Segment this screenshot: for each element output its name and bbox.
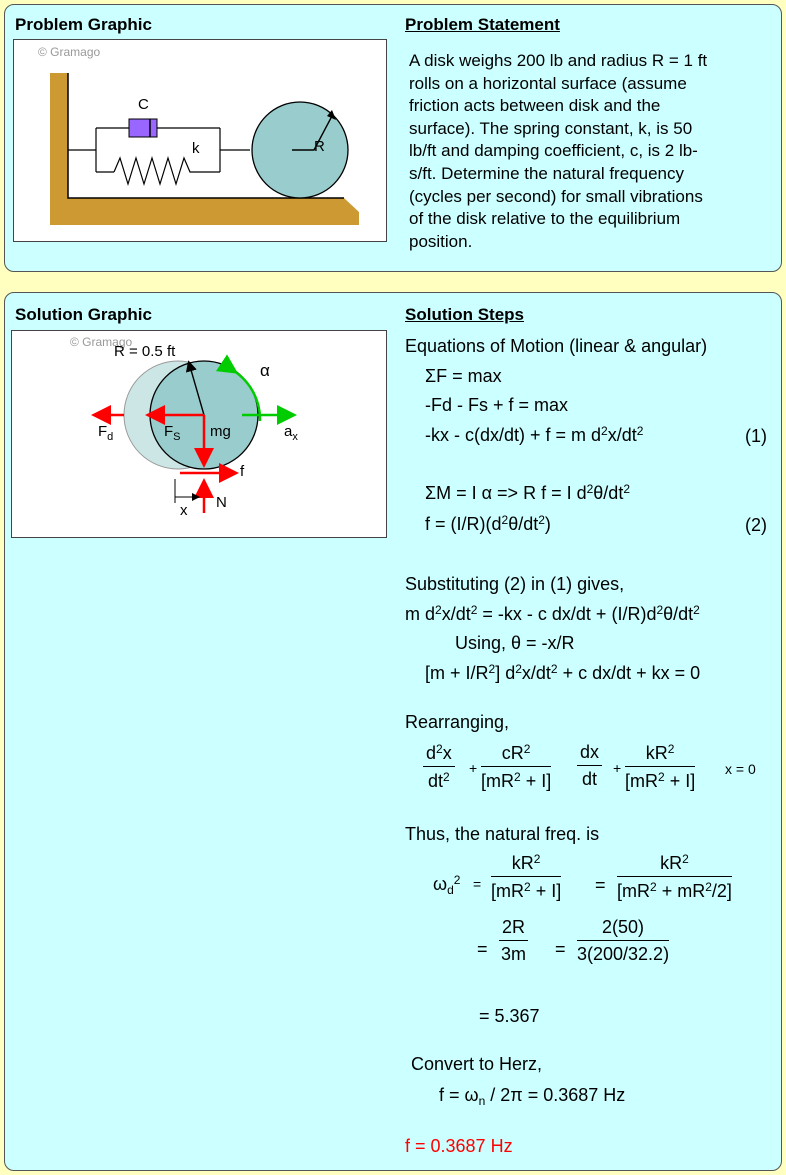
- equals-sign: =: [477, 939, 488, 959]
- sum-m-line: ΣM = I α => R f = I $d^2\theta/dt^2$: [425, 482, 631, 503]
- statement-line: friction acts between disk and the: [409, 96, 661, 116]
- final-answer: f = 0.3687 Hz: [405, 1136, 513, 1156]
- combined-line: m $d^2x/dt^2 = -kx - c$ $dx/dt + (I/R)d^2\theta/dt^2$: [405, 603, 700, 624]
- using-line: Using, θ = -x/R: [455, 633, 575, 653]
- statement-line: s/ft. Determine the natural frequency: [409, 163, 684, 183]
- hz-line: $f = \omega_n / 2\pi = 0.3687$ Hz: [439, 1085, 626, 1108]
- damper-label: C: [138, 96, 149, 113]
- equals-sign: =: [595, 875, 606, 895]
- statement-line: A disk weighs 200 lb and radius R = 1 ft: [409, 51, 708, 70]
- omega-result: = 5.367: [479, 1006, 540, 1026]
- plus-sign: +: [469, 760, 478, 776]
- frac-cr2: $\frac{cR^2}{[mR^2 + I]}$: [481, 742, 552, 791]
- omega-frac-4: $\frac{2(50)}{3(200/32.2)}$: [577, 917, 670, 964]
- damper-shape: [129, 119, 157, 137]
- n-label: N: [216, 494, 227, 511]
- frac-dx-dt: $\frac{dx}{dt}$: [577, 742, 602, 790]
- problem-statement: [409, 50, 773, 253]
- radius-label: R: [314, 138, 325, 155]
- alpha-label: α: [260, 361, 270, 380]
- x-label: x: [180, 502, 188, 519]
- solution-graphic-title: Solution Graphic: [15, 305, 152, 324]
- statement-line: of the disk relative to the equilibrium: [409, 209, 681, 229]
- spring-shape: [114, 158, 220, 184]
- frac-d2x-dt2: $\frac{d^2x}{dt^2}$: [423, 742, 455, 792]
- ax-label: $a_x$: [284, 423, 298, 443]
- solution-graphic: [11, 330, 387, 538]
- solution-steps-title: Solution Steps: [405, 305, 524, 324]
- bracket-line: $[m + I/R^2]$ $d^2x/dt^2 + c$ dx/dt + kx = 0: [425, 662, 701, 683]
- equals-sign: =: [473, 876, 482, 892]
- substituting-line: Substituting (2) in (1) gives,: [405, 574, 625, 594]
- thus-line: Thus, the natural freq. is: [405, 824, 600, 844]
- fs-label: $F_S$: [164, 423, 181, 443]
- statement-line: surface). The spring constant, k, is 50: [409, 118, 693, 138]
- copyright: © Gramago: [70, 335, 133, 349]
- omega-frac-3: $\frac{2R}{3m}$: [501, 917, 527, 964]
- omega-lhs: $\omega_d^2$: [433, 873, 461, 897]
- spring-label: k: [192, 140, 200, 157]
- problem-graphic-title: Problem Graphic: [15, 15, 152, 34]
- rearranging-line: Rearranging,: [405, 712, 510, 732]
- convert-line: Convert to Herz,: [411, 1054, 543, 1074]
- mg-label: mg: [210, 423, 231, 440]
- plus-sign: +: [613, 760, 622, 776]
- eq2-label: (2): [745, 515, 767, 535]
- statement-line: (cycles per second) for small vibrations: [409, 186, 703, 206]
- problem-graphic: [13, 39, 387, 242]
- omega-frac-2: $\frac{kR^2}{[mR^2 + mR^2/2]}$: [617, 852, 732, 901]
- equals-zero: x = 0: [725, 761, 756, 777]
- frac-kr2: $\frac{kR^2}{[mR^2 + I]}$: [625, 742, 696, 791]
- sum-f-line: ΣF = max: [425, 366, 502, 386]
- statement-line: lb/ft and damping coefficient, c, is 2 lb-: [409, 141, 698, 161]
- statement-line: rolls on a horizontal surface (assume: [409, 73, 687, 93]
- solution-panel: [4, 292, 782, 1171]
- problem-statement-title: Problem Statement: [405, 15, 560, 34]
- equals-sign: =: [555, 939, 566, 959]
- force-line: -Fd - Fs + f = max: [425, 395, 569, 415]
- problem-panel: [4, 4, 782, 272]
- statement-line: position.: [409, 231, 473, 251]
- copyright: © Gramago: [38, 45, 101, 59]
- fd-label: $F_d$: [98, 423, 114, 443]
- eq1-label: (1): [745, 426, 767, 446]
- f-label: f: [240, 463, 245, 480]
- radius-label: R = 0.5 ft: [114, 343, 176, 360]
- f-line: $f = (I/R)(d^2\theta/dt^2)$: [425, 513, 551, 534]
- omega-frac-1: $\frac{kR^2}{[mR^2 + I]}$: [491, 852, 562, 901]
- eom-linear-line: -kx - c(dx/dt) + f = m $d^2x/dt^2$: [425, 424, 644, 445]
- eom-title: Equations of Motion (linear & angular): [405, 336, 708, 356]
